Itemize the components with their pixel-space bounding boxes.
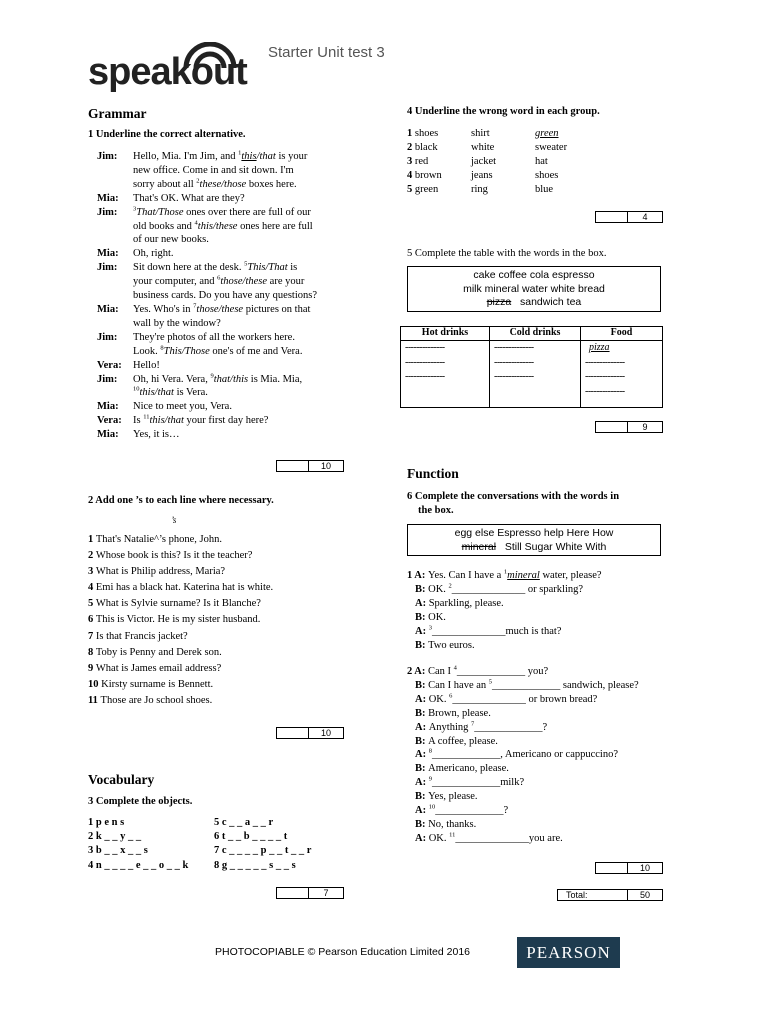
list-item: 4 Emi has a black hat. Katerina hat is white.	[88, 582, 274, 594]
gap-line: ______________	[455, 832, 529, 844]
ex6-conversation-1	[407, 569, 677, 652]
item-number: 7	[471, 720, 475, 728]
alternative: that/this	[213, 373, 249, 385]
ex5-box-line: cake coffee cola espresso	[473, 269, 595, 281]
line-text: That's OK. What are they?	[133, 192, 245, 204]
dialogue-line	[97, 220, 367, 234]
item-number: 11	[143, 413, 150, 421]
conversation-line: A: $^{10}$_____________?	[415, 803, 509, 817]
dialogue-line	[97, 373, 367, 387]
alternative: those/these	[220, 276, 268, 288]
list-item: 2 k _ _ y _ _	[88, 831, 142, 843]
line-text: Yes, it is…	[133, 429, 180, 441]
word-group-row: 4 brown jeans shoes	[407, 169, 559, 181]
dialogue-line	[97, 331, 367, 345]
ex1-score-box: 10	[276, 460, 344, 472]
ex5-drinks-food-table	[400, 326, 663, 408]
item-number: 6	[449, 692, 453, 700]
gap-line: ______________	[451, 583, 526, 595]
ex5-box-line: milk mineral water white bread	[463, 282, 605, 295]
copyright-notice: PHOTOCOPIABLE © Pearson Education Limited 2016	[215, 946, 471, 958]
ex6-box-struck-word: mineral	[461, 540, 497, 553]
dialogue-line	[97, 275, 367, 289]
item-number: 10	[133, 385, 140, 393]
total-label: Total:	[558, 890, 628, 900]
answer-line: --------------	[585, 356, 625, 368]
conversation-line: B: A coffee, please.	[415, 735, 498, 747]
line-text: of our new books.	[133, 234, 209, 246]
line-text: your computer, and $^6$those/these are your	[133, 274, 305, 288]
item-number: 4	[194, 219, 198, 227]
ex3-left-list	[88, 816, 208, 873]
speaker-label	[97, 317, 133, 331]
item-number: 7	[193, 302, 197, 310]
gap-line: _____________	[431, 777, 501, 789]
speakout-logo	[88, 42, 264, 94]
list-item: 8 Toby is Penny and Derek son.	[88, 646, 222, 658]
line-text: Sit down here at the desk. $^5$This/That is	[133, 260, 298, 274]
speaker-label: Jim:	[97, 206, 118, 218]
conversation-line: B: No, thanks.	[415, 818, 477, 830]
brand-wordmark: speakout	[88, 51, 247, 93]
line-text: They're photos of all the workers here.	[133, 331, 295, 343]
alternative: this/these	[197, 220, 238, 232]
grammar-heading: Grammar	[88, 106, 147, 121]
alternative: those/these	[196, 303, 244, 315]
conversation-line: B: Two euros.	[415, 639, 475, 651]
speaker-label	[97, 233, 133, 247]
conversation-line: B: OK.	[415, 611, 446, 623]
ex6-word-box	[407, 524, 661, 556]
dialogue-line	[97, 414, 367, 428]
item-number: 3	[133, 205, 137, 213]
answer-line: --------------	[405, 342, 445, 353]
list-item: 6 t _ _ b _ _ _ _ t	[214, 831, 288, 843]
ex2-instruction: 2 Add one ’s to each line where necessary.	[88, 495, 274, 506]
item-number: 8	[160, 344, 164, 352]
line-text: Look. $^8$This/Those one's of me and Vera.	[133, 344, 303, 357]
list-item: 4 n _ _ _ _ e _ _ o _ _ k	[88, 859, 189, 871]
list-item: 1 That's Natalie^’s phone, John.	[88, 534, 222, 545]
line-text: business cards. Do you have any questions?	[133, 290, 318, 302]
food-example: pizza	[589, 342, 610, 353]
ex3-instruction: 3 Complete the objects.	[88, 796, 193, 807]
item-number: 4	[453, 664, 457, 672]
alternative: This/Those	[163, 345, 210, 357]
item-number: 1	[238, 149, 242, 157]
list-item: 11 Those are Jo school shoes.	[88, 694, 213, 706]
conversation-line: A: Anything $^7$_____________?	[415, 720, 548, 733]
line-text: Oh, hi Vera. Vera, $^9$that/this is Mia. Mia,	[133, 372, 303, 385]
conversation-line: A: OK. $^{11}$______________you are.	[415, 831, 563, 844]
answer-line: --------------	[585, 385, 625, 397]
conversation-line: A: OK. $^6$______________ or brown bread?	[415, 692, 598, 705]
dialogue-line	[97, 317, 367, 331]
conversation-line: A: $^9$_____________milk?	[415, 775, 525, 789]
conversation-line: B: Yes, please.	[415, 791, 478, 803]
item-number: 10	[428, 803, 436, 811]
speaker-label: Jim:	[97, 331, 118, 343]
speaker-label	[97, 345, 133, 359]
dialogue-line	[97, 150, 367, 164]
ex2-score-box: 10	[276, 727, 344, 739]
list-item: 1 p e n s	[88, 817, 125, 828]
item-number: 3	[428, 624, 432, 632]
conversation-line: B: Brown, please.	[415, 707, 491, 719]
item-number: 5	[244, 260, 248, 268]
speaker-label: Mia:	[97, 248, 119, 260]
ex6-instruction: 6 Complete the conversations with the words in the box.	[407, 491, 620, 516]
speaker-label	[97, 289, 133, 303]
ex3-score-box: 7	[276, 887, 344, 899]
item-number: 5	[488, 678, 493, 686]
ex4-word-groups	[407, 126, 567, 196]
dialogue-line	[97, 386, 367, 400]
conversation-line: B: Americano, please.	[415, 763, 509, 775]
th-cold-drinks: Cold drinks	[490, 327, 581, 341]
ex5-word-box	[407, 266, 661, 312]
item-number: 9	[428, 775, 432, 783]
list-item: 6 This is Victor. He is my sister husband.	[88, 614, 261, 626]
dialogue-line	[97, 400, 367, 414]
dialogue-line	[97, 233, 367, 247]
answer-line: --------------	[494, 342, 534, 353]
total-score-box	[557, 889, 663, 901]
line-text: Hello!	[133, 359, 160, 371]
item-number: 8	[428, 747, 432, 755]
ex6-box-line: Still Sugar White With	[504, 540, 607, 553]
list-item: 2 Whose book is this? Is it the teacher?	[88, 550, 253, 562]
conversation-line: B: Can I have an $^5$_____________ sandwich, please?	[415, 678, 639, 691]
speaker-label: Jim:	[97, 373, 118, 385]
page-title: Starter Unit test 3	[268, 44, 385, 61]
ex1-instruction: 1 Underline the correct alternative.	[88, 129, 246, 140]
line-text: $^{10}$this/that is Vera.	[133, 385, 208, 399]
dialogue-line	[97, 345, 367, 359]
alternative: this/that	[139, 387, 174, 399]
dialogue-line	[97, 289, 367, 303]
ex6-conversation-2	[407, 665, 677, 846]
answer-line: --------------	[494, 356, 534, 368]
list-item: 7 Is that Francis jacket?	[88, 630, 188, 642]
line-text: Hello, Mia. I'm Jim, and $^1$this/that is your	[133, 149, 308, 162]
ex2-list	[88, 532, 368, 709]
item-number: 2	[196, 177, 200, 185]
conversation-line: A: $^3$______________much is that?	[415, 624, 562, 637]
ex5-box-line: sandwich tea	[519, 296, 582, 308]
speaker-label	[97, 220, 133, 234]
conversation-line: A: Sparkling, please.	[415, 597, 504, 609]
speaker-label: Mia:	[97, 303, 119, 315]
list-item: 7 c _ _ _ _ p _ _ t _ _ r	[214, 845, 312, 857]
word-group-row: 1 shoes shirt green	[407, 127, 559, 139]
alternative: these/those	[199, 178, 247, 190]
conversation-line: A: $^8$_____________, Americano or cappuccino?	[415, 747, 619, 761]
gap-line: _____________	[492, 679, 561, 691]
dialogue-line	[97, 303, 367, 317]
word-group-row: 3 red jacket hat	[407, 155, 548, 167]
line-text: Yes. Who's in $^7$those/these pictures on that	[133, 302, 311, 315]
speaker-label: Vera:	[97, 415, 122, 427]
speaker-label	[97, 178, 133, 192]
item-number: 11	[449, 831, 456, 839]
ex6-box-line: egg else Espresso help Here How	[454, 527, 614, 539]
function-heading: Function	[407, 466, 459, 481]
gap-line: ______________	[452, 693, 526, 705]
line-text: Oh, right.	[133, 248, 174, 260]
th-food: Food	[581, 327, 663, 341]
speaker-label: Jim:	[97, 262, 118, 274]
dialogue-line	[97, 428, 367, 442]
dialogue-line	[97, 192, 367, 206]
dialogue-line	[97, 261, 367, 275]
item-number: 6	[217, 274, 221, 282]
conversation-line: 2 A: Can I $^4$_____________ you?	[407, 664, 549, 677]
conversation-line: B: OK. $^2$______________ or sparkling?	[415, 582, 584, 595]
dialogue-line	[97, 164, 367, 178]
th-hot-drinks: Hot drinks	[401, 327, 490, 341]
ex5-box-struck-word: pizza	[486, 296, 512, 308]
ex6-score-box: 10	[595, 862, 663, 874]
line-text: Nice to meet you, Vera.	[133, 401, 232, 413]
alternative: this/that	[149, 415, 184, 427]
ex2-caret-mark: ’s	[171, 515, 177, 525]
speaker-label	[97, 275, 133, 289]
line-text: sorry about all $^2$these/those boxes here.	[133, 177, 297, 190]
list-item: 8 g _ _ _ _ _ s _ _ s	[214, 859, 296, 871]
vocabulary-heading: Vocabulary	[88, 772, 155, 787]
speaker-label: Jim:	[97, 151, 118, 162]
word-group-row: 5 green ring blue	[407, 183, 554, 195]
word-group-row: 2 black white sweater	[407, 141, 568, 153]
line-text: Is $^{11}$this/that your first day here?	[133, 413, 269, 427]
answer-line: --------------	[494, 371, 534, 382]
speaker-label: Mia:	[97, 401, 119, 413]
conversation-line: 1 A: Yes. Can I have a $^1$mineral water, please?	[407, 568, 602, 581]
ex4-score-box: 4	[595, 211, 663, 223]
list-item: 10 Kirsty surname is Bennett.	[88, 678, 214, 690]
pearson-logo: PEARSON	[517, 937, 620, 968]
item-number: 2	[448, 582, 452, 590]
line-text: old books and $^4$this/these ones here are full	[133, 219, 313, 232]
list-item: 5 c _ _ a _ _ r	[214, 817, 274, 828]
alternative: /that	[256, 151, 276, 162]
speaker-label	[97, 164, 133, 178]
dialogue-line	[97, 247, 367, 261]
list-item: 9 What is James email address?	[88, 662, 222, 674]
dialogue-line	[97, 178, 367, 192]
item-number: 9	[210, 372, 214, 379]
list-item: 3 What is Philip address, Maria?	[88, 566, 226, 578]
alternative: That/Those	[136, 206, 184, 218]
line-text: $^3$That/Those ones over there are full of our	[133, 205, 311, 218]
ex4-instruction: 4 Underline the wrong word in each group.	[407, 106, 600, 117]
ex5-instruction: 5 Complete the table with the words in the box.	[407, 248, 607, 259]
gap-line: _____________	[431, 749, 501, 761]
gap-line: _____________	[474, 721, 543, 733]
list-item: 3 b _ _ x _ _ s	[88, 845, 148, 857]
speaker-label	[97, 386, 133, 400]
item-number: 1	[503, 568, 508, 576]
answer-line: --------------	[585, 371, 625, 382]
line-text: wall by the window?	[133, 317, 221, 329]
ex3-right-list	[214, 816, 364, 873]
speaker-label: Mia:	[97, 429, 119, 441]
speaker-label: Mia:	[97, 192, 119, 204]
answer-line: --------------	[405, 371, 445, 382]
speaker-label: Vera:	[97, 359, 122, 371]
dialogue-line	[97, 359, 367, 373]
alternative: This/That	[247, 262, 288, 274]
gap-line: _____________	[456, 666, 526, 677]
example-answer: mineral	[507, 570, 540, 581]
gap-line: _____________	[435, 805, 504, 817]
answer-line: --------------	[405, 356, 445, 368]
total-value: 50	[639, 890, 650, 900]
dialogue-line	[97, 206, 367, 220]
gap-line: ______________	[431, 625, 506, 637]
underlined-answer: this	[241, 151, 257, 162]
ex5-score-box: 9	[595, 421, 663, 433]
list-item: 5 What is Sylvie surname? Is it Blanche?	[88, 598, 261, 610]
ex1-dialogue	[97, 150, 367, 442]
line-text: new office. Come in and sit down. I'm	[133, 164, 294, 176]
